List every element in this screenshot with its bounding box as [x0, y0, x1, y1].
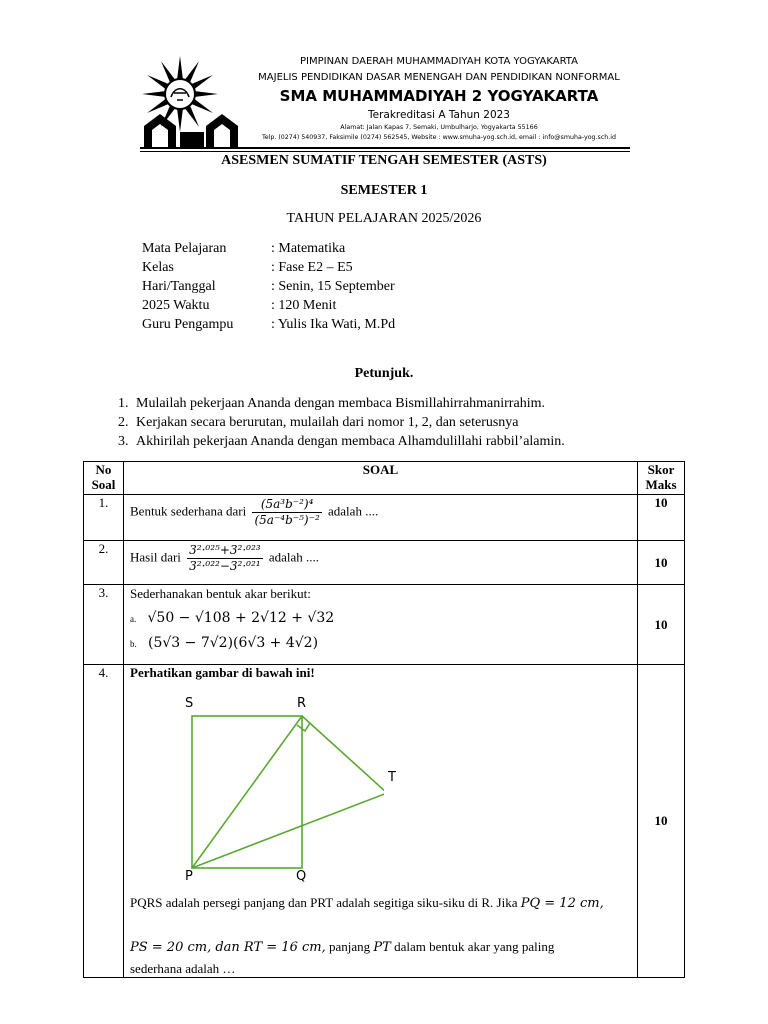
- kop-line-1: PIMPINAN DAERAH MUHAMMADIYAH KOTA YOGYAKARTA: [300, 56, 578, 67]
- alamat: Alamat: Jalan Kapas 7, Semaki, Umbulharjo, Yogyakarta 55166: [340, 124, 538, 131]
- row-skor: 10: [638, 495, 685, 541]
- question-1: Bentuk sederhana dari $\frac{\text{(5a³b⁻²)⁴}}{\text{(5a⁻⁴b⁻⁵)⁻²}}$ adalah ....: [124, 495, 638, 541]
- table-row: [84, 495, 685, 541]
- vertex-label-s: S: [185, 696, 194, 711]
- header-no: No Soal: [84, 462, 124, 495]
- row-no: 2.: [84, 541, 124, 585]
- row-no: 1.: [84, 495, 124, 541]
- header-soal: SOAL: [124, 462, 638, 495]
- header-rule-thin: [140, 151, 630, 152]
- semester: SEMESTER 1: [340, 183, 428, 198]
- segment-pt: [192, 793, 384, 868]
- right-angle-mark: [297, 723, 310, 731]
- question-4-text-3: sederhana adalah …: [130, 961, 236, 976]
- question-4-text: PQRS adalah persegi panjang dan PRT adalah segitiga siku-siku di R. Jika PQ = 12 cm,: [130, 895, 604, 911]
- vertex-label-p: P: [185, 869, 193, 884]
- row-no: 3.: [84, 585, 124, 665]
- table-header-row: [84, 462, 685, 495]
- kop-line-2: MAJELIS PENDIDIKAN DASAR MENENGAH DAN PENDIDIKAN NONFORMAL: [258, 72, 620, 83]
- fraction-2: $\frac{\text{3²·⁰²⁵+3²·⁰²³}}{\text{3²·⁰²²−3²·⁰²¹}}$: [189, 543, 261, 573]
- row-skor: 10: [638, 541, 685, 585]
- figure-instruction: Perhatikan gambar di bawah ini!: [130, 665, 315, 680]
- question-3: Sederhanakan bentuk akar berikut: a. √50 − √108 + 2√12 + √32 b. (5√3 − 7√2)(6√3 + 4√2): [124, 585, 638, 665]
- school-name: SMA MUHAMMADIYAH 2 YOGYAKARTA: [279, 87, 599, 105]
- petunjuk-heading: Petunjuk.: [354, 366, 414, 381]
- row-skor: 10: [638, 665, 685, 978]
- geometry-figure: [124, 690, 384, 895]
- segment-rt: [302, 716, 384, 793]
- question-2: Hasil dari $\frac{\text{3²·⁰²⁵+3²·⁰²³}}{\text{3²·⁰²²−3²·⁰²¹}}$ adalah ....: [124, 541, 638, 585]
- exam-title: ASESMEN SUMATIF TENGAH SEMESTER (ASTS): [221, 153, 547, 168]
- question-table: [83, 461, 685, 978]
- vertex-label-t: T: [388, 770, 396, 785]
- school-logo: [138, 52, 244, 148]
- header-skor: Skor Maks: [638, 462, 685, 495]
- header-rule-thick: [140, 147, 630, 149]
- vertex-label-r: R: [297, 696, 307, 711]
- question-4: [124, 665, 638, 978]
- table-row: [84, 665, 685, 978]
- row-skor: 10: [638, 585, 685, 665]
- akreditasi: Terakreditasi A Tahun 2023: [368, 109, 510, 121]
- table-row: [84, 541, 685, 585]
- row-no: 4.: [84, 665, 124, 978]
- question-4-text-2: PS = 20 cm, dan RT = 16 cm, panjang PT dalam bentuk akar yang paling: [130, 939, 555, 955]
- tahun-pelajaran: TAHUN PELAJARAN 2025/2026: [286, 211, 482, 226]
- segment-pr: [192, 716, 302, 868]
- kontak: Telp. (0274) 540937, Faksimile (0274) 562545, Website : www.smuha-yog.sch.id, email : info@smuha-yog.sch.id: [261, 134, 617, 141]
- fraction-1: $\frac{\text{(5a³b⁻²)⁴}}{\text{(5a⁻⁴b⁻⁵)⁻²}}$: [254, 497, 320, 527]
- vertex-label-q: Q: [296, 869, 307, 884]
- table-row: [84, 585, 685, 665]
